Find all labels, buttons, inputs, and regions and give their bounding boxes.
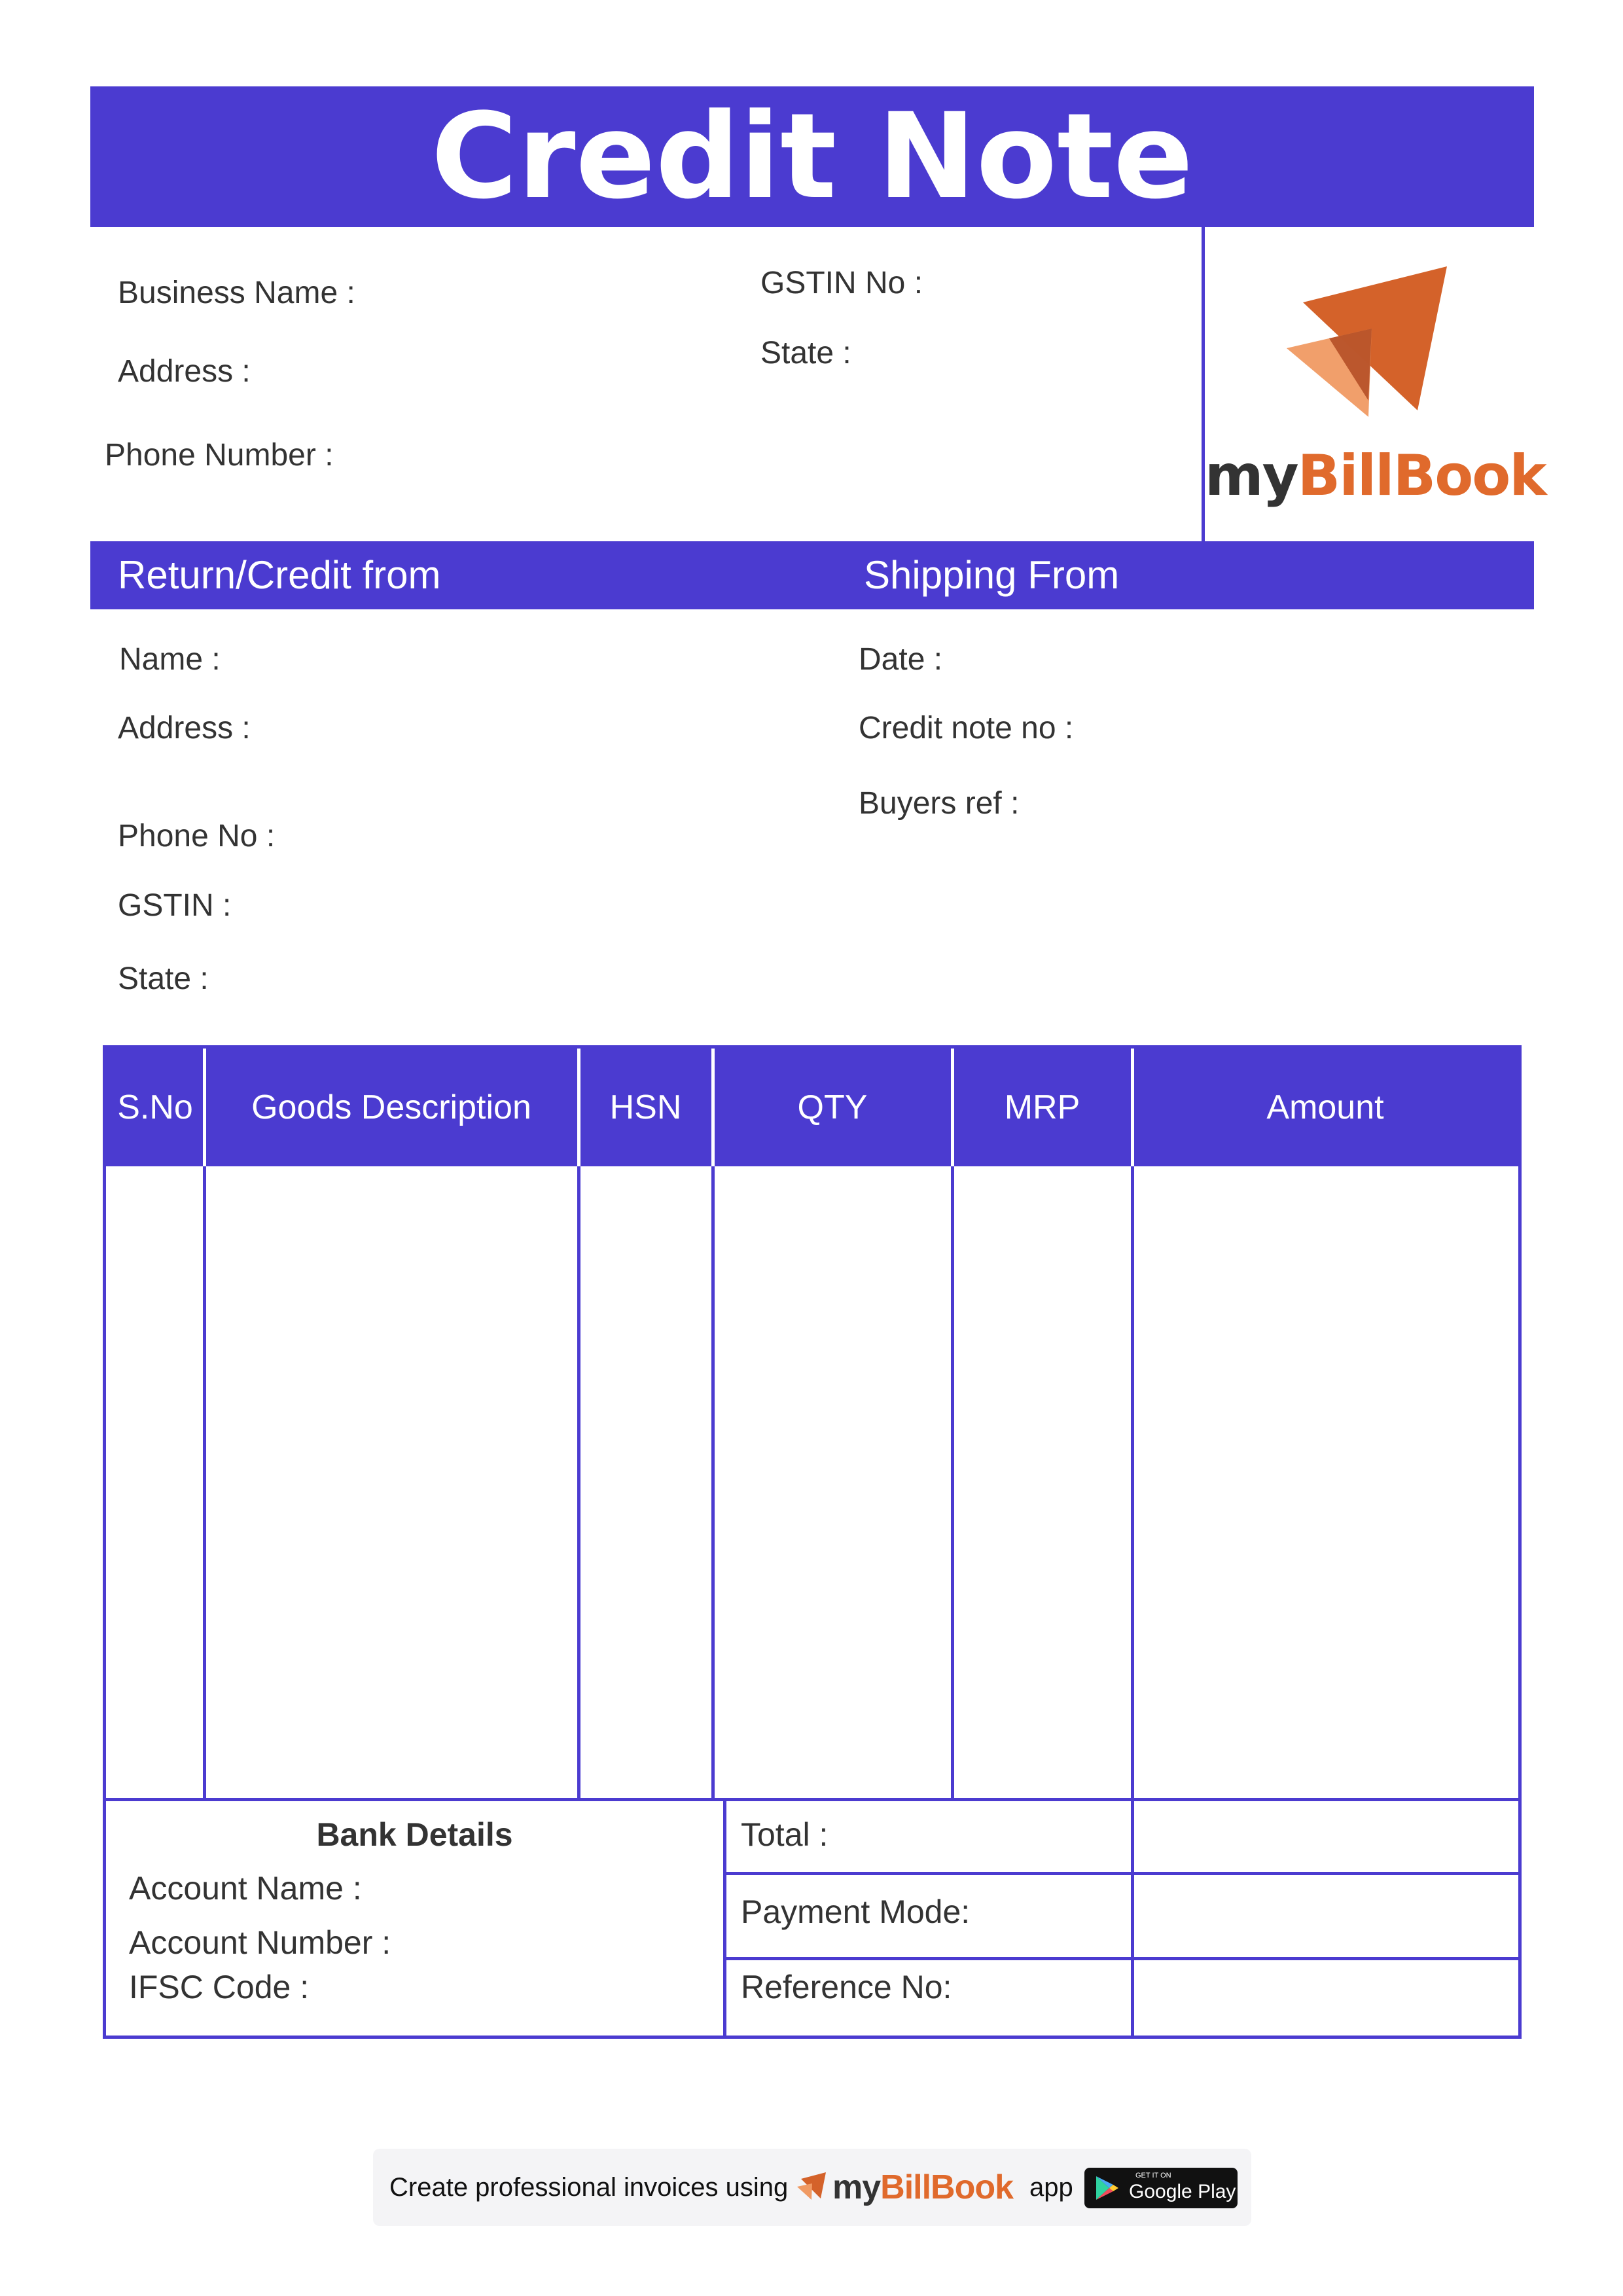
- table-header-row: [106, 1049, 1518, 1166]
- business-address-label: Address :: [118, 354, 251, 389]
- promo-app-text: app: [1029, 2173, 1073, 2202]
- document-title: Credit Note: [431, 88, 1194, 225]
- google-play-badge-small-text: GET IT ON: [1135, 2172, 1171, 2179]
- column-divider: [203, 1049, 206, 1166]
- column-divider: [203, 1166, 206, 1798]
- items-table: [103, 1045, 1522, 2039]
- column-header-qty: QTY: [797, 1088, 868, 1126]
- column-divider: [951, 1049, 954, 1166]
- promo-brand: [832, 2149, 1013, 2226]
- paper-plane-icon: [797, 2172, 827, 2201]
- ifsc-code-label: IFSC Code :: [129, 1969, 310, 2005]
- column-divider: [577, 1166, 580, 1798]
- return-credit-from-heading: Return/Credit from: [118, 553, 441, 597]
- column-divider: [711, 1166, 715, 1798]
- section-header-bar: [90, 541, 1534, 609]
- shipping-from-heading: Shipping From: [864, 553, 1120, 597]
- total-label: Total :: [741, 1816, 829, 1853]
- column-header-goods-description: Goods Description: [251, 1088, 531, 1126]
- google-play-badge[interactable]: [1084, 2168, 1238, 2208]
- bank-summary-divider: [723, 1798, 726, 2036]
- business-name-label: Business Name :: [118, 276, 355, 310]
- summary-row-divider: [723, 1957, 1518, 1960]
- party-name-label: Name :: [119, 642, 221, 677]
- party-address-label: Address :: [118, 711, 251, 745]
- promo-banner[interactable]: [373, 2149, 1251, 2226]
- business-gstin-label: GSTIN No :: [760, 266, 923, 300]
- mybillbook-logo: [1205, 227, 1546, 541]
- credit-note-no-label: Credit note no :: [859, 711, 1074, 745]
- column-header-amount: Amount: [1266, 1088, 1384, 1126]
- column-divider: [577, 1049, 580, 1166]
- reference-no-label: Reference No:: [741, 1969, 952, 2005]
- party-phone-label: Phone No :: [118, 819, 276, 853]
- business-state-label: State :: [760, 336, 851, 370]
- items-footer-divider: [106, 1798, 1518, 1801]
- logo-word-my: my: [1205, 443, 1298, 509]
- logo-word-billbook: BillBook: [1297, 443, 1546, 509]
- promo-brand-my: my: [832, 2168, 881, 2206]
- column-divider: [711, 1049, 715, 1166]
- summary-row-divider: [723, 1872, 1518, 1875]
- party-gstin-label: GSTIN :: [118, 888, 232, 923]
- bank-details-heading: Bank Details: [316, 1816, 513, 1853]
- account-number-label: Account Number :: [129, 1924, 391, 1961]
- date-label: Date :: [859, 642, 943, 677]
- google-play-icon: [1094, 2175, 1120, 2201]
- column-divider: [951, 1166, 954, 1798]
- business-phone-label: Phone Number :: [105, 438, 334, 473]
- buyers-ref-label: Buyers ref :: [859, 786, 1020, 821]
- paper-plane-icon: [1283, 266, 1454, 430]
- promo-brand-billbook: BillBook: [880, 2168, 1014, 2206]
- column-header-sno: S.No: [117, 1088, 193, 1126]
- payment-mode-label: Payment Mode:: [741, 1893, 971, 1930]
- column-divider: [1131, 1049, 1134, 1166]
- column-divider: [1131, 1166, 1134, 2036]
- column-header-hsn: HSN: [609, 1088, 682, 1126]
- logo-wordmark: [1205, 443, 1546, 509]
- column-header-mrp: MRP: [1004, 1088, 1080, 1126]
- promo-text: Create professional invoices using: [389, 2173, 789, 2202]
- account-name-label: Account Name :: [129, 1870, 362, 1907]
- party-state-label: State :: [118, 961, 209, 996]
- google-play-badge-text: Google Play: [1129, 2181, 1236, 2202]
- title-bar: [90, 86, 1534, 227]
